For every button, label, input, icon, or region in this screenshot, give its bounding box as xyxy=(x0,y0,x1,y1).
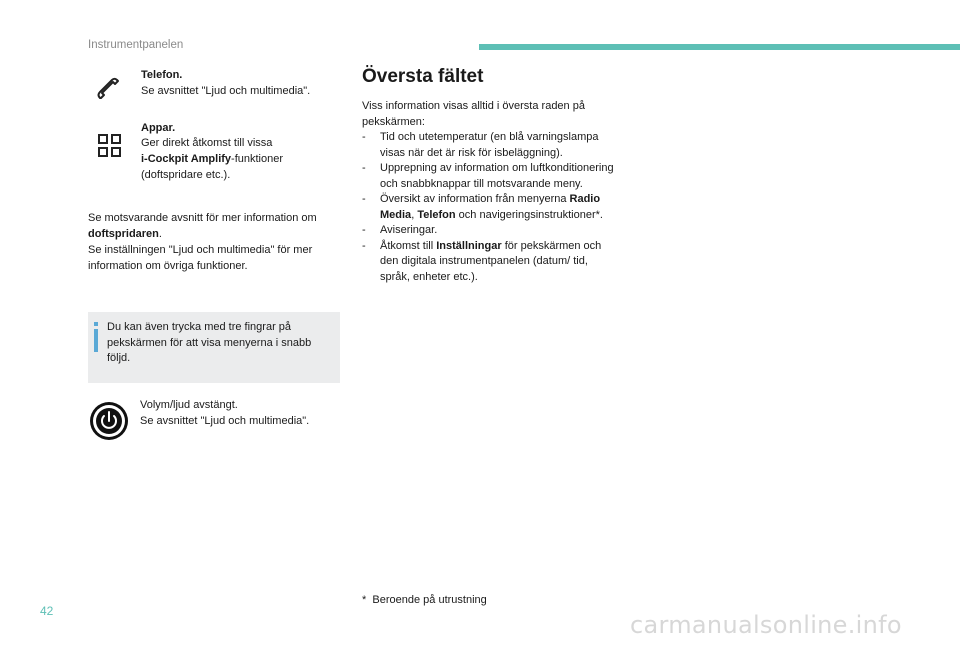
section-header: Instrumentpanelen xyxy=(88,39,184,51)
phone-icon xyxy=(86,70,126,110)
appar-line2-bold: i-Cockpit Amplify xyxy=(141,153,232,165)
list-item xyxy=(362,192,614,223)
list-item-bold: Inställningar xyxy=(436,239,502,252)
paragraph-more-info-end: . xyxy=(158,227,162,240)
telefon-text: Se avsnittet "Ljud och multimedia". xyxy=(141,85,311,97)
info-icon xyxy=(94,322,98,352)
list-item-text: Översikt av information från menyerna xyxy=(380,193,570,205)
appar-line2 xyxy=(141,152,283,168)
paragraph-settings: Se inställningen "Ljud och multimedia" för mer information om övriga funktioner. xyxy=(88,244,313,272)
telefon-label: Telefon. xyxy=(141,69,183,81)
list-item xyxy=(362,239,614,286)
footnote-mark: * xyxy=(362,594,367,606)
list-item-bold: Radio Media xyxy=(380,193,601,221)
volume-line2: Se avsnittet "Ljud och multimedia". xyxy=(140,415,310,427)
list-dash: - xyxy=(362,193,366,205)
list-dash: - xyxy=(362,131,366,143)
list-item xyxy=(362,130,614,161)
list-item-text: Upprepning av information om luftkonditionering och snabbknappar till motsvarande meny. xyxy=(380,162,614,190)
list-dash: - xyxy=(362,162,366,174)
intro-text: Viss information visas alltid i översta raden på pekskärmen: xyxy=(362,100,585,128)
list-item xyxy=(362,161,614,192)
list-item-text: Tid och utetemperatur (en blå varningslampa visas när det är risk för isbeläggning). xyxy=(380,131,599,159)
page-title: Översta fältet xyxy=(362,66,484,87)
apps-grid-icon xyxy=(90,127,130,167)
watermark: carmanualsonline.info xyxy=(630,611,902,639)
appar-line2-rest: -funktioner xyxy=(231,153,284,165)
list-item-text: för pekskärmen och den digitala instrumentpanelen (datum/ tid, språk, enheter etc.). xyxy=(380,239,602,283)
tip-text: Du kan även trycka med tre fingrar på pekskärmen för att visa menyerna i snabb följd. xyxy=(107,321,312,364)
list-item-text: och navigeringsinstruktioner*. xyxy=(455,208,603,221)
list-dash: - xyxy=(362,224,366,236)
list-item-bold: Telefon xyxy=(417,208,456,221)
paragraph-more-info-text: Se motsvarande avsnitt för mer information om xyxy=(88,212,317,224)
paragraph-more-info-bold: doftspridaren xyxy=(88,227,159,240)
page-number: 42 xyxy=(40,604,54,618)
power-button-icon xyxy=(88,400,130,442)
appar-line3: (doftspridare etc.). xyxy=(141,169,231,181)
list-item-text: Åtkomst till xyxy=(380,239,437,252)
list-item-text: Aviseringar. xyxy=(380,224,438,236)
appar-label: Appar. xyxy=(141,122,176,134)
info-list xyxy=(362,130,614,285)
header-accent-bar xyxy=(479,44,960,50)
footnote-text: Beroende på utrustning xyxy=(372,594,487,606)
paragraph-more-info xyxy=(88,211,343,242)
footnote xyxy=(362,593,487,609)
list-dash: - xyxy=(362,239,366,252)
list-item xyxy=(362,223,614,239)
list-item-text: , xyxy=(411,208,418,221)
volume-line1: Volym/ljud avstängt. xyxy=(140,399,238,411)
appar-line1: Ger direkt åtkomst till vissa xyxy=(141,137,273,149)
